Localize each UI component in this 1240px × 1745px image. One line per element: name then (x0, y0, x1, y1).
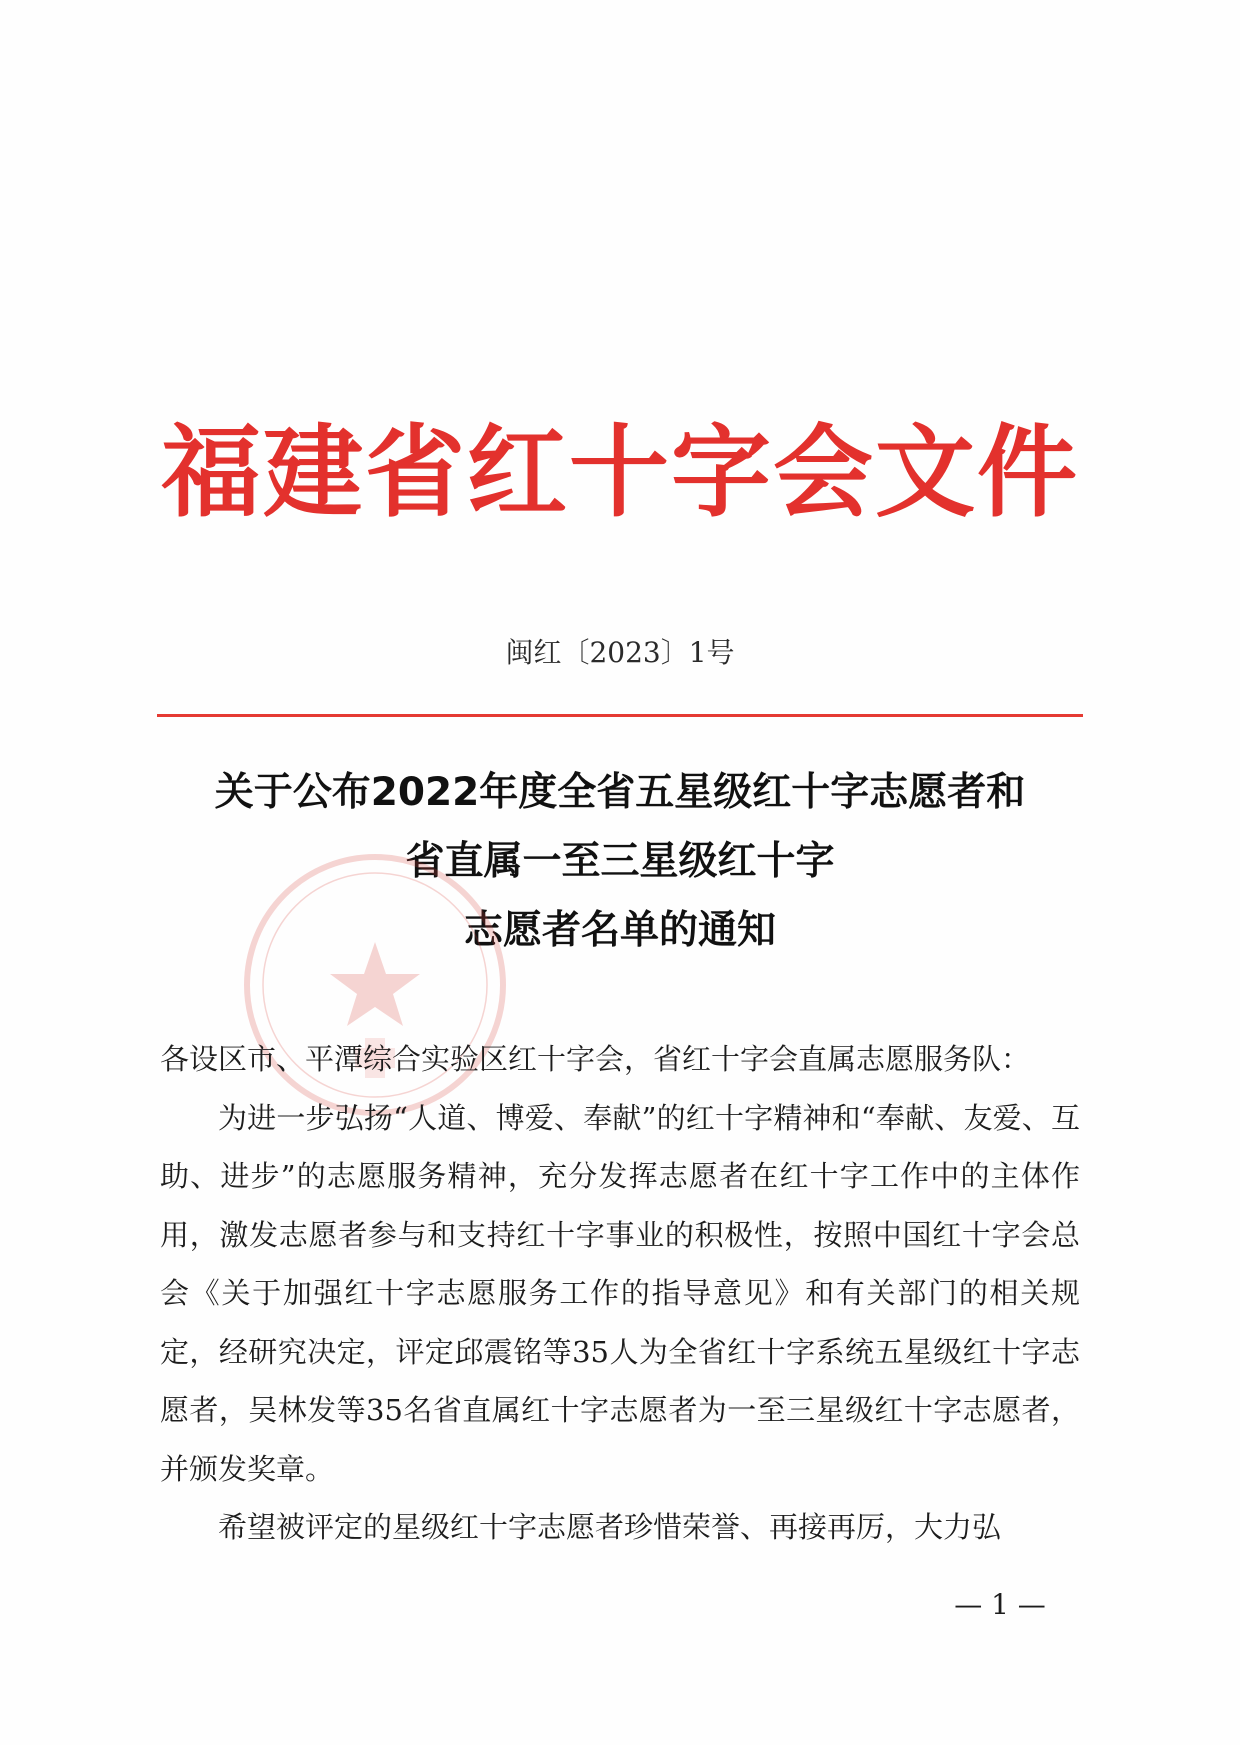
document-body (160, 1030, 1080, 1557)
salutation: 各设区市、平潭综合实验区红十字会，省红十字会直属志愿服务队： (160, 1042, 1031, 1076)
page-number: — 1 — (954, 1588, 1046, 1621)
document-subject (150, 758, 1090, 965)
subject-line-1: 关于公布2022年度全省五星级红十字志愿者和 (214, 770, 1026, 815)
body-paragraph-2: 希望被评定的星级红十字志愿者珍惜荣誉、再接再厉，大力弘 (218, 1510, 1002, 1544)
document-number: 闽红〔2023〕1号 (505, 636, 735, 669)
red-separator-line (157, 714, 1083, 717)
body-paragraph-1: 为进一步弘扬“人道、博爱、奉献”的红十字精神和“奉献、友爱、互助、进步”的志愿服务精神，充分发挥志愿者在红十字工作中的主体作用，激发志愿者参与和支持红十字事业的积极性，按照中国红十字会总会《关于加强红十字志愿服务工作的指导意见》和有关部门的相关规定，经研究决定，评定邱震铭等35人为全省红十字系统五星级红十字志愿者，吴林发等35名省直属红十字志愿者为一至三星级红十字志愿者，并颁发奖章。 (160, 1100, 1080, 1486)
subject-line-2: 省直属一至三星级红十字 (405, 839, 835, 884)
document-header-title: 福建省红十字会文件 (161, 413, 1079, 531)
subject-line-3: 志愿者名单的通知 (463, 908, 776, 953)
